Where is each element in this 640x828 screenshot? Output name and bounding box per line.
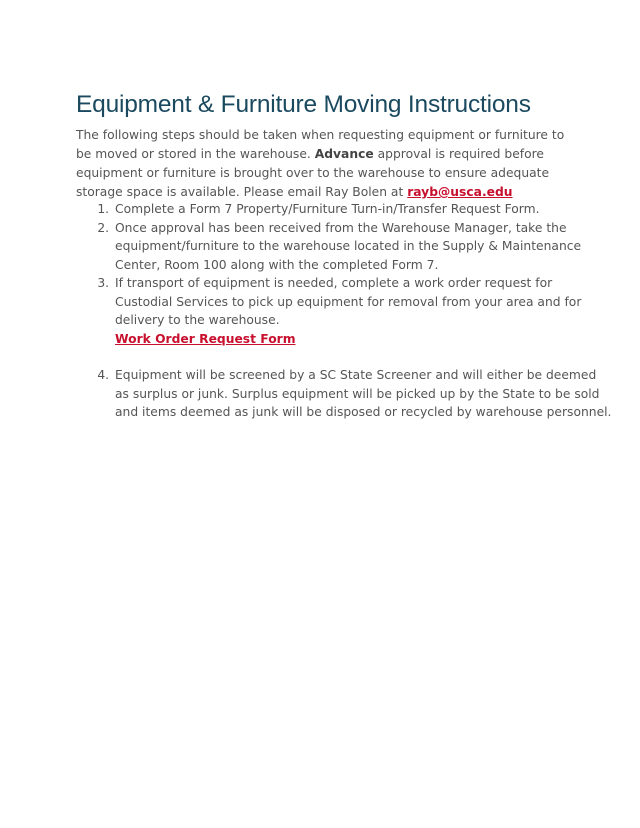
email-link[interactable]: rayb@usca.edu (407, 185, 513, 199)
step-text: Equipment will be screened by a SC State Screener and will either be deemed as surplus or junk. Surplus equipment will be picked up by the State to be sold and items deemed as junk will be disposed or recycled by warehouse personnel. (115, 368, 612, 419)
list-item (113, 200, 613, 219)
step-text: Once approval has been received from the Warehouse Manager, take the equipment/furniture to the warehouse located in the Supply & Maintenance Center, Room 100 along with the completed Form 7. (115, 220, 582, 272)
list-item (113, 219, 613, 275)
step-text: If transport of equipment is needed, complete a work order request for Custodial Services to pick up equipment for removal from your area and for delivery to the warehouse. (115, 276, 582, 327)
list-item (113, 274, 613, 348)
list-item (113, 366, 613, 422)
work-order-request-form-link[interactable]: Work Order Request Form (115, 331, 296, 346)
intro-text: The following steps should be taken when requesting equipment or furniture to be moved or stored in the warehouse. (76, 128, 565, 161)
intro-paragraph (76, 126, 576, 202)
intro-bold-text: Advance (314, 147, 374, 161)
page-title: Equipment & Furniture Moving Instructions (76, 91, 531, 118)
intro-text-continued: approval is required before equipment or furniture is brought over to the warehouse to ensure adequate storage space is available. Please email Ray Bolen at (76, 147, 550, 199)
steps-list (76, 200, 613, 422)
step-text: Complete a Form 7 Property/Furniture Turn-in/Transfer Request Form. (115, 202, 540, 216)
